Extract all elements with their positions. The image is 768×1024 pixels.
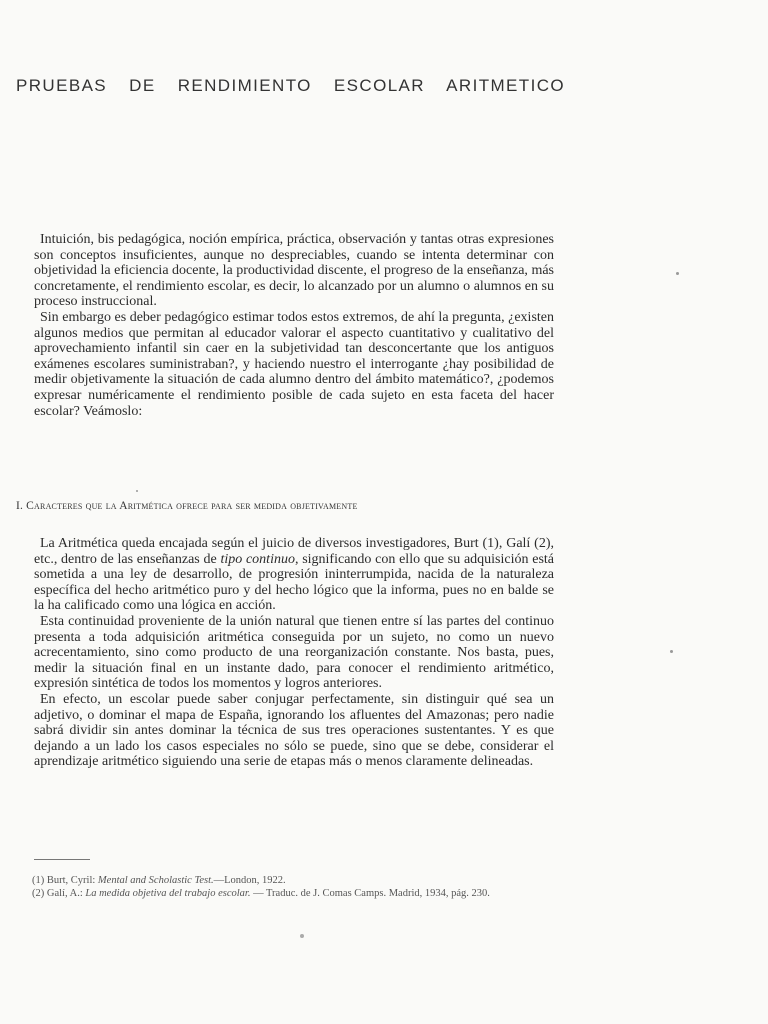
section-heading-text: I. Caracteres que la Aritmética ofrece para ser medida objetivamente (16, 500, 358, 512)
scan-speck (676, 272, 679, 275)
paragraph-text: La Aritmética queda encajada según el juicio de diversos investigadores, Burt (1), Galí (2), etc., dentro de las enseñanzas de (34, 536, 554, 567)
footnote-author: Burt, Cyril: (46, 875, 96, 886)
emphasis-text: tipo continuo (220, 551, 295, 567)
intro-paragraph: Sin embargo es deber pedagógico estimar todos estos extremos, de ahí la pregunta, ¿existen algunos medios que permitan al educador valorar el aspecto cuantitativo y cualitativo del aprovechamiento infantil sin caer en la subjetividad tan desconcertante que los antiguos exámenes escolares suministraban?, y haciendo nuestro el interrogante ¿hay posibilidad de medir objetivamente la situación de cada alumno dentro del ámbito matemático?, ¿podemos expresar numéricamente el rendimiento posible de cada sujeto en esta faceta del hacer escolar? Veámoslo: (34, 309, 554, 419)
page-title: PRUEBAS DE RENDIMIENTO ESCOLAR ARITMETICO (16, 76, 565, 95)
section-text (34, 536, 554, 770)
paragraph-text: En efecto, un escolar puede saber conjugar perfectamente, sin distinguir qué sea un adjetivo, o dominar el mapa de España, ignorando los afluentes del Amazonas; pero nadie sabrá dividir sin antes dominar la técnica de sus tres operaciones sustentantes. Y es que dejando a un lado los casos especiales no sólo se puede, sino que se debe, considerar el aprendizaje aritmético siguiendo una serie de etapas más o menos claramente delineadas. (34, 691, 554, 770)
footnote-rest: —London, 1922. (213, 875, 286, 886)
paragraph-text: , significando con ello que su adquisición está sometida a una ley de desarrollo, de progresión ininterrumpida, nacida de la naturaleza específica del hecho aritmético puro y del hecho lógico que la informa, pues no en balde se la ha calificado como una lógica en acción. (34, 551, 555, 614)
footnote-rest: — Traduc. de J. Comas Camps. Madrid, 1934, pág. 230. (253, 888, 490, 899)
footnote (18, 874, 558, 887)
footnotes (18, 874, 558, 900)
intro-paragraph: Intuición, bis pedagógica, noción empírica, práctica, observación y tantas otras expresiones son conceptos insuficientes, aunque no despreciables, cuando se intenta determinar con objetividad la eficiencia docente, la productividad discente, el progreso de la enseñanza, más concretamente, el rendimiento escolar, es decir, lo alcanzado por un alumno o alumnos en su proceso instruccional. (34, 232, 554, 310)
footnote-author: Galí, A.: (46, 888, 83, 899)
footnote-divider (34, 859, 90, 860)
footnote-work: Mental and Scholastic Test. (97, 875, 214, 886)
scan-speck (670, 650, 673, 653)
section-heading (16, 500, 556, 512)
paragraph-text: Esta continuidad proveniente de la unión natural que tienen entre sí las partes del continuo presenta a toda adquisición aritmética conseguida por un sujeto, no como un nuevo acrecentamiento, sino como producto de una reorganización constante. Nos basta, pues, medir la situación final en un instante dado, para conocer el rendimiento aritmético, expresión sintética de todos los momentos y logros anteriores. (34, 613, 554, 692)
footnote-marker: (1) (32, 875, 45, 886)
section-paragraph (34, 692, 554, 770)
scan-speck (136, 490, 138, 492)
page-mark (300, 934, 304, 938)
section-paragraph (34, 536, 554, 614)
footnote-marker: (2) (32, 888, 45, 899)
intro-text (34, 232, 554, 419)
footnote-work: La medida objetiva del trabajo escolar. (85, 888, 251, 899)
section-paragraph (34, 614, 554, 692)
footnote (18, 887, 558, 900)
